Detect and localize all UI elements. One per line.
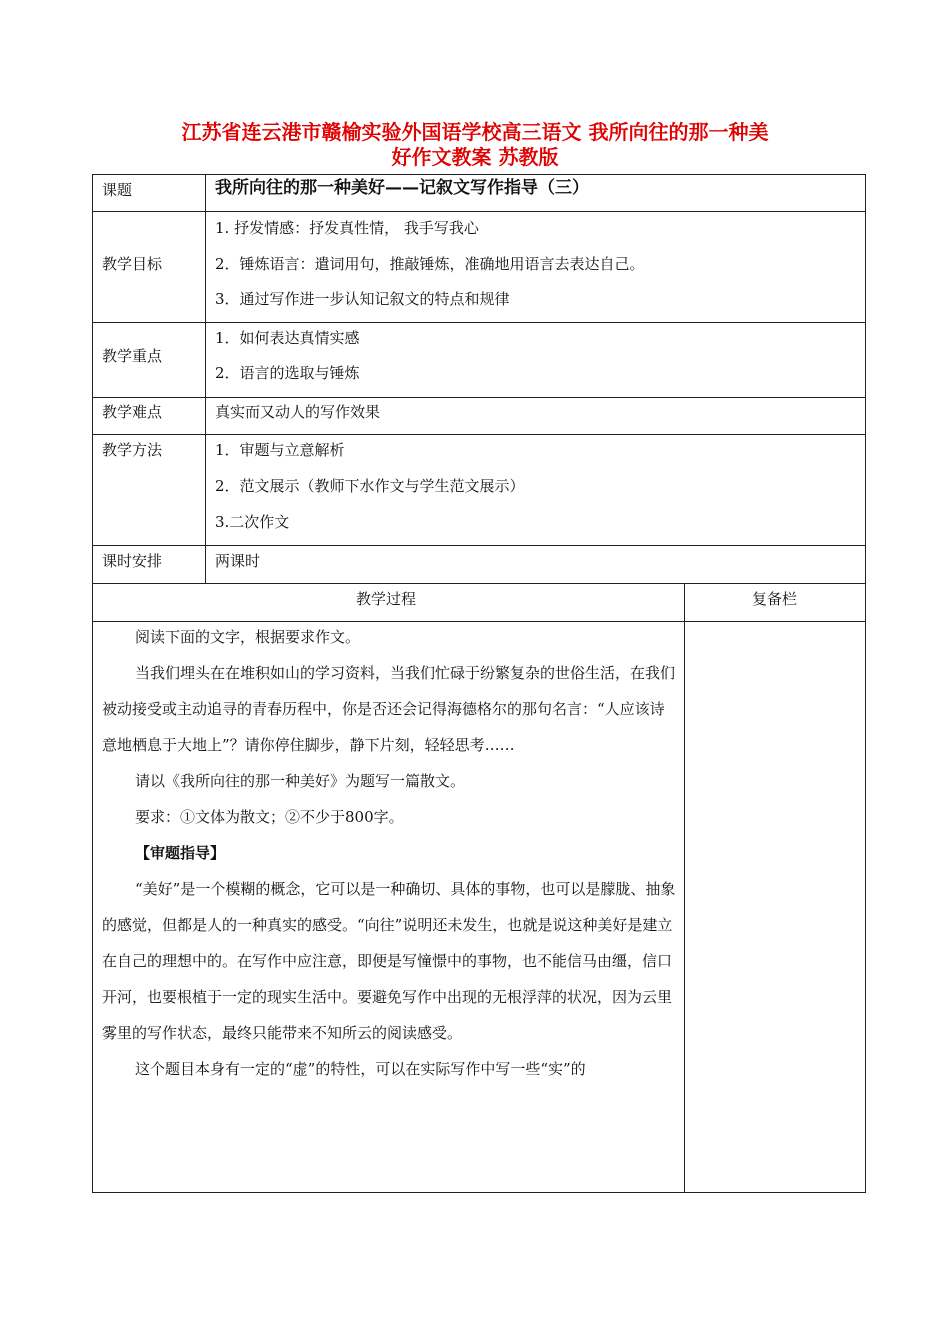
process-prompt: 当我们埋头在在堆积如山的学习资料，当我们忙碌于纷繁复杂的世俗生活，在我们被动接受或主动追寻的青春历程中，你是否还会记得海德格尔的那句名言：“人应该诗意地栖息于大地上”？请你停住脚步，静下片刻，轻轻思考…… [102,664,676,754]
difficulty-value: 真实而又动人的写作效果 [215,403,381,421]
table-border-bottom [92,1192,866,1193]
topic-label: 课题 [102,181,133,199]
process-intro: 阅读下面的文字，根据要求作文。 [135,628,361,646]
method-item: 1．审题与立意解析 [215,441,345,459]
table-border-right [865,174,866,1193]
table-row-divider [92,211,866,212]
lesson-title: 我所向往的那一种美好——记叙文写作指导（三） [215,178,589,198]
process-content [102,627,677,1087]
table-row-divider [92,621,866,622]
goal-item: 3．通过写作进一步认知记叙文的特点和规律 [215,290,510,308]
difficulty-label: 教学难点 [102,403,163,421]
guide-paragraph: “美好”是一个模糊的概念，它可以是一种确切、具体的事物，也可以是朦胧、抽象的感觉，但都是人的一种真实的感受。“向往”说明还未发生，也就是说这种美好是建立在自己的理想中的。在写作中应注意，即便是写憧憬中的事物，也不能信马由缰，信口开河，也要根植于一定的现实生活中。要避免写作中出现的无根浮萍的状况，因为云里雾里的写作状态，最终只能带来不知所云的阅读感受。 [102,880,676,1042]
schedule-label: 课时安排 [102,552,163,570]
process-header: 教学过程 [356,590,417,608]
document-title-line-2: 好作文教案 苏教版 [391,145,559,169]
table-row-divider [92,434,866,435]
process-requirements: 要求：①文体为散文；②不少于800字。 [135,808,404,826]
key-point-item: 1．如何表达真情实感 [215,329,360,347]
schedule-value: 两课时 [215,552,261,570]
document-title [95,120,855,170]
table-label-divider [205,174,206,584]
key-point-item: 2．语言的选取与锤炼 [215,364,360,382]
table-row-divider [92,545,866,546]
backup-header: 复备栏 [752,590,798,608]
table-row-divider [92,397,866,398]
goal-item: 2．锤炼语言：遣词用句，推敲锤炼，准确地用语言去表达自己。 [215,255,645,273]
methods-label: 教学方法 [102,441,163,459]
table-backup-divider [684,583,685,1193]
key-points-label: 教学重点 [102,347,163,365]
process-task: 请以《我所向往的那一种美好》为题写一篇散文。 [135,772,466,790]
document-title-line-1: 江苏省连云港市赣榆实验外国语学校高三语文 我所向往的那一种美 [181,120,769,144]
table-border-left [92,174,93,1193]
table-row-divider [92,322,866,323]
goal-item: 1. 抒发情感：抒发真性情， 我手写我心 [215,219,479,237]
guide-paragraph-partial: 这个题目本身有一定的“虚”的特性，可以在实际写作中写一些“实”的 [135,1060,586,1078]
table-row-divider [92,583,866,584]
method-item: 3.二次作文 [215,513,290,531]
method-item: 2．范文展示（教师下水作文与学生范文展示） [215,477,525,495]
guide-heading: 【审题指导】 [135,844,226,862]
table-border-top [92,174,866,175]
goals-label: 教学目标 [102,255,163,273]
